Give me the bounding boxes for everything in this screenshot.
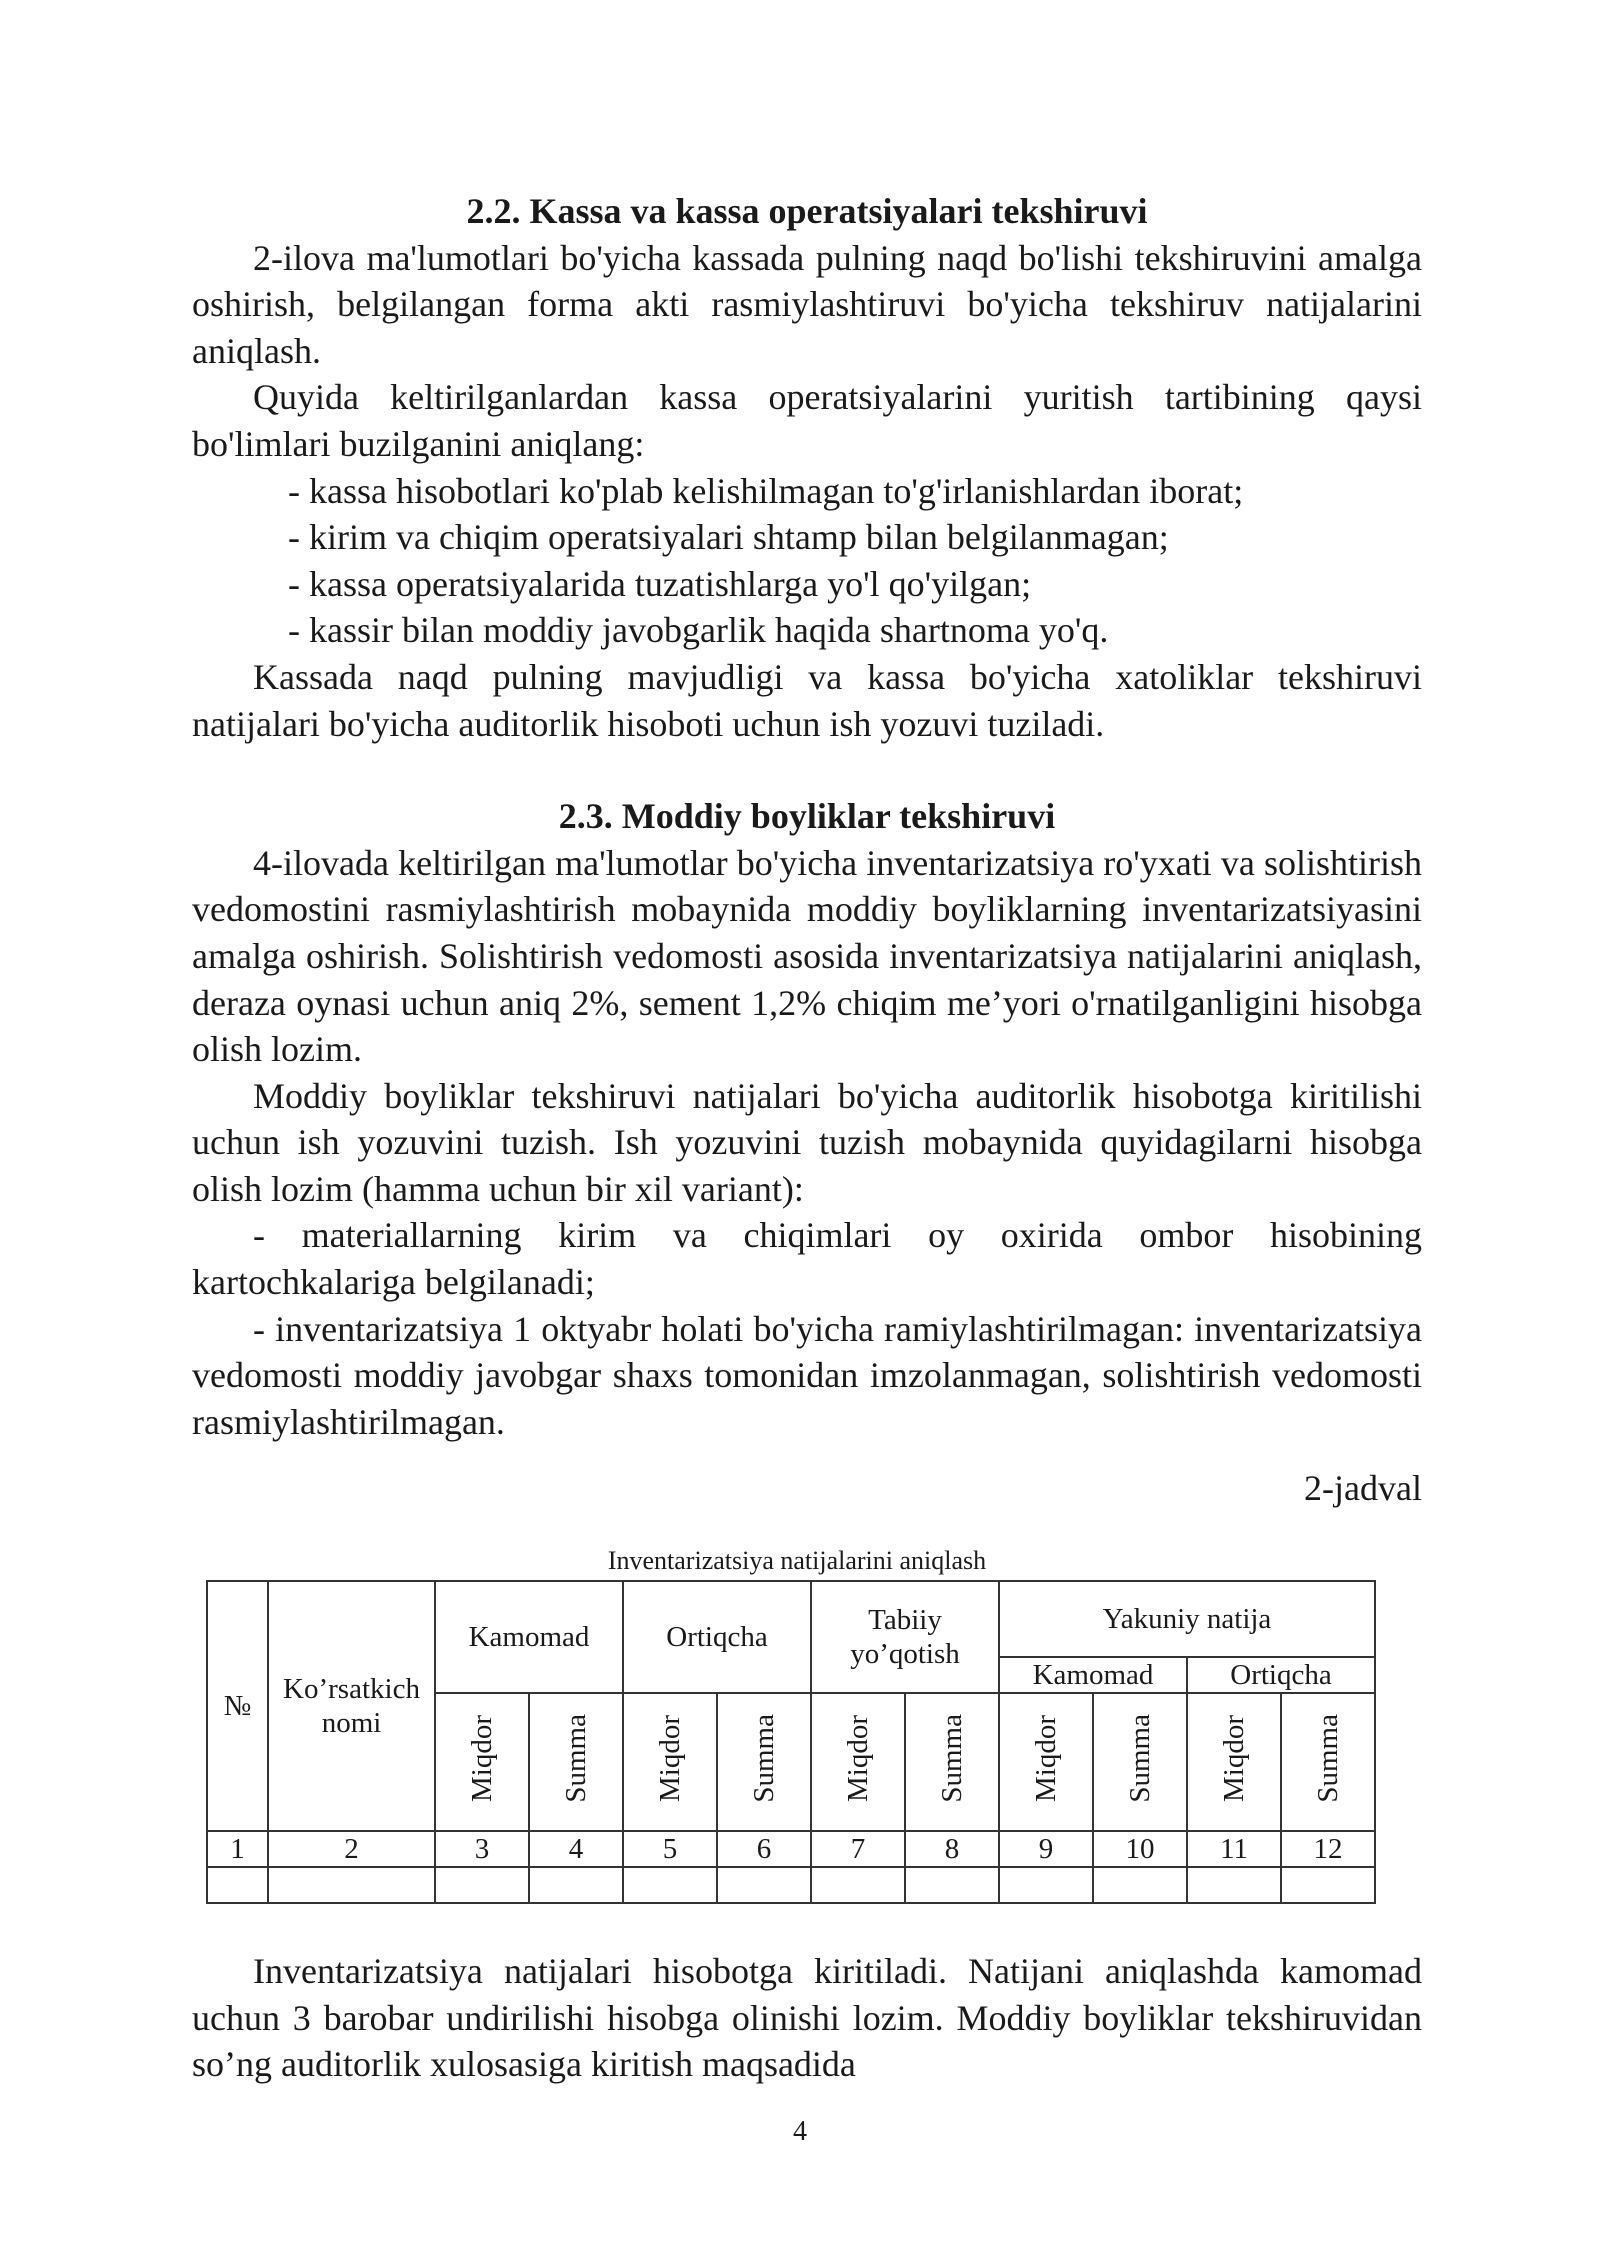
col-number: 12 (1281, 1831, 1375, 1867)
after-table-paragraph: Inventarizatsiya natijalari hisobotga kiritiladi. Natijani aniqlashda kamomad uchun 3 barobar undirilishi hisobga olinishi lozim. Moddiy boyliklar tekshiruvidan so’ng auditorlik xulosasiga kiritish maqsadida (192, 1951, 1422, 2085)
page-number: 4 (793, 2116, 807, 2147)
sec23-paragraph-2: Moddiy boyliklar tekshiruvi natijalari bo'yicha auditorlik hisobotga kiritilishi uchun ish yozuvini tuzish. Ish yozuvini tuzish mobaynida quyidagilarni hisobga olish lozim (hamma uchun bir xil variant): (192, 1075, 1422, 1209)
table-empty-row (207, 1867, 1375, 1903)
header-ortiqcha: Ortiqcha (623, 1581, 811, 1693)
col-number: 6 (717, 1831, 811, 1867)
table-caption-wrap (192, 1546, 1422, 1576)
empty-cell (268, 1867, 435, 1903)
header-miqdor-kamomad: Miqdor (435, 1693, 529, 1831)
empty-cell (811, 1867, 905, 1903)
col-number: 11 (1187, 1831, 1281, 1867)
sec22-bullet-4: - kassir bilan moddiy javobgarlik haqida shartnoma yo'q. (288, 610, 1109, 651)
col-number: 1 (207, 1831, 268, 1867)
table-caption: Inventarizatsiya natijalarini aniqlash (607, 1546, 987, 1575)
empty-cell (207, 1867, 268, 1903)
col-number: 8 (905, 1831, 999, 1867)
header-summa-yakuniy-kamomad: Summa (1093, 1693, 1187, 1831)
header-miqdor-tabiiy: Miqdor (811, 1693, 905, 1831)
col-number: 4 (529, 1831, 623, 1867)
empty-cell (1281, 1867, 1375, 1903)
empty-cell (1093, 1867, 1187, 1903)
header-kamomad: Kamomad (435, 1581, 623, 1693)
header-tabiiy-yoqotish: Tabiiy yo’qotish (811, 1581, 999, 1693)
empty-cell (623, 1867, 717, 1903)
after-table-text (192, 1948, 1422, 2088)
empty-cell (529, 1867, 623, 1903)
inventory-table (206, 1580, 1376, 1904)
header-sub-ortiqcha: Ortiqcha (1187, 1657, 1375, 1693)
sec22-bullet-1: - kassa hisobotlari ko'plab kelishilmagan to'g'irlanishlardan iborat; (288, 470, 1244, 511)
sec22-paragraph-3: Kassada naqd pulning mavjudligi va kassa bo'yicha xatoliklar tekshiruvi natijalari bo'yicha auditorlik hisoboti uchun ish yozuvi tuziladi. (192, 656, 1422, 744)
sec22-bullet-3: - kassa operatsiyalarida tuzatishlarga yo'l qo'yilgan; (288, 563, 1032, 604)
table-label: 2-jadval (1304, 1468, 1422, 1509)
table-number-row (207, 1831, 1375, 1867)
section-2-3-title: 2.3. Moddiy boyliklar tekshiruvi (558, 796, 1056, 837)
header-miqdor-yakuniy-kamomad: Miqdor (999, 1693, 1093, 1831)
header-summa-yakuniy-ortiqcha: Summa (1281, 1693, 1375, 1831)
header-summa-ortiqcha: Summa (717, 1693, 811, 1831)
col-number: 5 (623, 1831, 717, 1867)
col-number: 9 (999, 1831, 1093, 1867)
empty-cell (1187, 1867, 1281, 1903)
header-miqdor-yakuniy-ortiqcha: Miqdor (1187, 1693, 1281, 1831)
header-miqdor-ortiqcha: Miqdor (623, 1693, 717, 1831)
col-number: 3 (435, 1831, 529, 1867)
section-2-2-title: 2.2. Kassa va kassa operatsiyalari tekshiruvi (466, 191, 1148, 231)
empty-cell (435, 1867, 529, 1903)
sec23-paragraph-1: 4-ilovada keltirilgan ma'lumotlar bo'yicha inventarizatsiya ro'yxati va solishtirish vedomostini rasmiylashtirish mobaynida moddiy boyliklarning inventarizatsiyasini amalga oshirish. Solishtirish vedomosti asosida inventarizatsiya natijalarini aniqlash, deraza oynasi uchun aniq 2%, sement 1,2% chiqim me’yori o'rnatilganligini hisobga olish lozim. (192, 842, 1422, 1070)
col-number: 10 (1093, 1831, 1187, 1867)
sec23-paragraph-4: - inventarizatsiya 1 oktyabr holati bo'yicha ramiylashtirilmagan: inventarizatsiya vedomosti moddiy javobgar shaxs tomonidan imzolanmagan, solishtirish vedomosti rasmiylashtirilmagan. (192, 1308, 1422, 1442)
empty-cell (905, 1867, 999, 1903)
main-text (192, 188, 1422, 1512)
col-number: 2 (268, 1831, 435, 1867)
header-number: № (207, 1581, 268, 1831)
empty-cell (717, 1867, 811, 1903)
sec22-paragraph-2: Quyida keltirilganlardan kassa operatsiyalarini yuritish tartibining qaysi bo'limlari buzilganini aniqlang: (192, 377, 1422, 464)
header-yakuniy-natija: Yakuniy natija (999, 1581, 1375, 1657)
header-sub-kamomad: Kamomad (999, 1657, 1187, 1693)
sec23-paragraph-3: - materiallarning kirim va chiqimlari oy oxirida ombor hisobining kartochkalariga belgilanadi; (192, 1215, 1422, 1303)
col-number: 7 (811, 1831, 905, 1867)
header-indicator-name: Ko’rsatkich nomi (268, 1581, 435, 1831)
sec22-paragraph-1: 2-ilova ma'lumotlari bo'yicha kassada pulning naqd bo'lishi tekshiruvini amalga oshirish, belgilangan forma akti rasmiylashtiruvi bo'yicha tekshiruv natijalarini aniqlash. (192, 237, 1422, 371)
header-summa-tabiiy: Summa (905, 1693, 999, 1831)
empty-cell (999, 1867, 1093, 1903)
header-summa-kamomad: Summa (529, 1693, 623, 1831)
sec22-bullet-2: - kirim va chiqim operatsiyalari shtamp bilan belgilanmagan; (288, 517, 1169, 558)
